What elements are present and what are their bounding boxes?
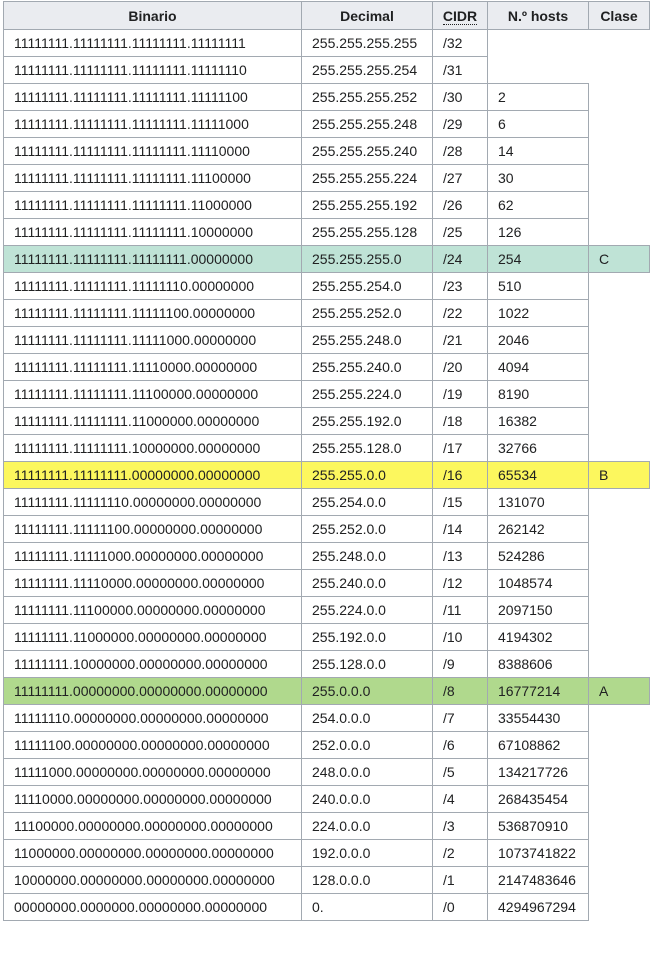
- table-row: [4, 732, 650, 759]
- cell-cidr: /7: [433, 705, 488, 732]
- cell-hosts: 16777214: [488, 678, 589, 705]
- cell-hosts: 126: [488, 219, 589, 246]
- cell-hosts: 1073741822: [488, 840, 589, 867]
- cell-class: [589, 759, 650, 786]
- table-row: [4, 624, 650, 651]
- cell-class: [589, 327, 650, 354]
- cell-hosts: 536870910: [488, 813, 589, 840]
- cell-hosts: 33554430: [488, 705, 589, 732]
- table-row: [4, 840, 650, 867]
- cell-decimal: 248.0.0.0: [302, 759, 433, 786]
- table-row: [4, 651, 650, 678]
- table-row: [4, 759, 650, 786]
- cell-class: [589, 435, 650, 462]
- table-row: [4, 705, 650, 732]
- cell-cidr: /19: [433, 381, 488, 408]
- cell-binary: 11111111.11000000.00000000.00000000: [4, 624, 302, 651]
- cell-hosts: 1048574: [488, 570, 589, 597]
- cell-cidr: /31: [433, 57, 488, 84]
- cell-hosts: 8190: [488, 381, 589, 408]
- cell-binary: 11111111.11111100.00000000.00000000: [4, 516, 302, 543]
- cell-hosts: 4094: [488, 354, 589, 381]
- table-row: [4, 408, 650, 435]
- cell-class: [589, 219, 650, 246]
- cell-binary: 00000000.0000000.00000000.00000000: [4, 894, 302, 921]
- cell-binary: 10000000.00000000.00000000.00000000: [4, 867, 302, 894]
- cell-hosts: 510: [488, 273, 589, 300]
- cell-binary: 11111111.11111111.11111111.11100000: [4, 165, 302, 192]
- cell-decimal: 255.248.0.0: [302, 543, 433, 570]
- cell-class: [589, 705, 650, 732]
- cell-hosts: 134217726: [488, 759, 589, 786]
- table-row: [4, 435, 650, 462]
- cell-decimal: 255.255.224.0: [302, 381, 433, 408]
- cell-binary: 11111111.00000000.00000000.00000000: [4, 678, 302, 705]
- header-cidr-label: CIDR: [442, 7, 478, 24]
- cell-decimal: 192.0.0.0: [302, 840, 433, 867]
- cell-class: [589, 300, 650, 327]
- cell-cidr: /18: [433, 408, 488, 435]
- cell-cidr: /29: [433, 111, 488, 138]
- cell-class: [589, 894, 650, 921]
- cell-cidr: /23: [433, 273, 488, 300]
- cell-hosts: 254: [488, 246, 589, 273]
- cell-hosts: 32766: [488, 435, 589, 462]
- cell-decimal: 255.254.0.0: [302, 489, 433, 516]
- cell-decimal: 240.0.0.0: [302, 786, 433, 813]
- header-hosts[interactable]: [488, 2, 589, 30]
- table-row: [4, 273, 650, 300]
- cell-hosts: 2097150: [488, 597, 589, 624]
- cell-cidr: /9: [433, 651, 488, 678]
- cell-binary: 11111110.00000000.00000000.00000000: [4, 705, 302, 732]
- cell-hosts: [488, 57, 589, 84]
- cell-binary: 11111111.11111111.11111111.11111100: [4, 84, 302, 111]
- cell-cidr: /26: [433, 192, 488, 219]
- header-class[interactable]: Clase: [589, 2, 650, 30]
- cell-class: [589, 840, 650, 867]
- cell-hosts: 8388606: [488, 651, 589, 678]
- cell-hosts: 268435454: [488, 786, 589, 813]
- cell-binary: 11111111.11111111.11111111.10000000: [4, 219, 302, 246]
- cell-binary: 11111111.11111111.11111111.11000000: [4, 192, 302, 219]
- cell-decimal: 252.0.0.0: [302, 732, 433, 759]
- cell-cidr: /4: [433, 786, 488, 813]
- table-row: [4, 516, 650, 543]
- cell-binary: 11111000.00000000.00000000.00000000: [4, 759, 302, 786]
- cell-hosts: 524286: [488, 543, 589, 570]
- cell-cidr: /6: [433, 732, 488, 759]
- cell-class: [589, 489, 650, 516]
- table-row: [4, 138, 650, 165]
- cell-hosts: 30: [488, 165, 589, 192]
- cell-class: [589, 813, 650, 840]
- cell-decimal: 255.252.0.0: [302, 516, 433, 543]
- table-row: [4, 489, 650, 516]
- cell-decimal: 255.128.0.0: [302, 651, 433, 678]
- table-body: [4, 30, 650, 921]
- cell-binary: 11111111.11110000.00000000.00000000: [4, 570, 302, 597]
- table-row: [4, 462, 650, 489]
- cell-class: [589, 543, 650, 570]
- cell-cidr: /17: [433, 435, 488, 462]
- cell-cidr: /3: [433, 813, 488, 840]
- header-cidr[interactable]: [433, 2, 488, 30]
- cell-class: [589, 867, 650, 894]
- cell-decimal: 255.240.0.0: [302, 570, 433, 597]
- cell-decimal: 255.255.255.224: [302, 165, 433, 192]
- cell-decimal: 255.255.254.0: [302, 273, 433, 300]
- cell-class: [589, 516, 650, 543]
- table-row: [4, 57, 650, 84]
- table-row: [4, 111, 650, 138]
- cell-decimal: 255.255.255.240: [302, 138, 433, 165]
- cell-hosts: 2147483646: [488, 867, 589, 894]
- cell-binary: 11111111.11111111.11111111.00000000: [4, 246, 302, 273]
- cell-class: [589, 381, 650, 408]
- cell-binary: 11111111.11111111.11111111.11111111: [4, 30, 302, 57]
- table-row: [4, 30, 650, 57]
- cell-cidr: /16: [433, 462, 488, 489]
- cell-class: [589, 786, 650, 813]
- cell-binary: 11111111.11111111.11111110.00000000: [4, 273, 302, 300]
- table-row: [4, 543, 650, 570]
- cell-cidr: /10: [433, 624, 488, 651]
- cell-decimal: 255.255.192.0: [302, 408, 433, 435]
- table-row: [4, 678, 650, 705]
- table-row: [4, 300, 650, 327]
- cell-hosts: 14: [488, 138, 589, 165]
- cell-hosts: 2: [488, 84, 589, 111]
- cell-decimal: 255.0.0.0: [302, 678, 433, 705]
- table-row: [4, 192, 650, 219]
- cell-class: [589, 111, 650, 138]
- cell-class: [589, 570, 650, 597]
- cell-decimal: 254.0.0.0: [302, 705, 433, 732]
- cell-class: [589, 273, 650, 300]
- cell-hosts: 67108862: [488, 732, 589, 759]
- cell-cidr: /24: [433, 246, 488, 273]
- cell-binary: 11111111.11111110.00000000.00000000: [4, 489, 302, 516]
- table-row: [4, 597, 650, 624]
- cell-hosts: 62: [488, 192, 589, 219]
- cell-cidr: /28: [433, 138, 488, 165]
- table-row: [4, 84, 650, 111]
- cell-decimal: 255.224.0.0: [302, 597, 433, 624]
- cell-cidr: /22: [433, 300, 488, 327]
- cell-class: [589, 138, 650, 165]
- header-decimal[interactable]: Decimal: [302, 2, 433, 30]
- cell-cidr: /15: [433, 489, 488, 516]
- table-row: [4, 381, 650, 408]
- cell-decimal: 255.255.255.248: [302, 111, 433, 138]
- table-row: [4, 354, 650, 381]
- cell-decimal: 128.0.0.0: [302, 867, 433, 894]
- cell-decimal: 255.192.0.0: [302, 624, 433, 651]
- cell-class: B: [589, 462, 650, 489]
- cell-decimal: 255.255.255.0: [302, 246, 433, 273]
- table-row: [4, 219, 650, 246]
- cell-cidr: /12: [433, 570, 488, 597]
- cell-decimal: 255.255.0.0: [302, 462, 433, 489]
- cell-binary: 11111111.11111111.11111111.11111000: [4, 111, 302, 138]
- cell-hosts: 262142: [488, 516, 589, 543]
- cell-class: [589, 165, 650, 192]
- cell-cidr: /25: [433, 219, 488, 246]
- cell-decimal: 255.255.255.255: [302, 30, 433, 57]
- cell-class: [589, 408, 650, 435]
- cell-class: A: [589, 678, 650, 705]
- table-row: [4, 867, 650, 894]
- cell-decimal: 255.255.255.192: [302, 192, 433, 219]
- cell-hosts: 65534: [488, 462, 589, 489]
- table-row: [4, 570, 650, 597]
- cell-binary: 11111111.11111000.00000000.00000000: [4, 543, 302, 570]
- cell-binary: 11110000.00000000.00000000.00000000: [4, 786, 302, 813]
- cell-hosts: [488, 30, 589, 57]
- cell-class: [589, 30, 650, 57]
- cell-decimal: 255.255.128.0: [302, 435, 433, 462]
- cell-binary: 11111111.11111111.11111111.11110000: [4, 138, 302, 165]
- cell-binary: 11111111.11100000.00000000.00000000: [4, 597, 302, 624]
- cell-cidr: /21: [433, 327, 488, 354]
- cell-binary: 11111111.10000000.00000000.00000000: [4, 651, 302, 678]
- cell-cidr: /1: [433, 867, 488, 894]
- cell-cidr: /20: [433, 354, 488, 381]
- table-row: [4, 894, 650, 921]
- cell-binary: 11111111.11111111.11000000.00000000: [4, 408, 302, 435]
- cell-class: [589, 597, 650, 624]
- cell-class: [589, 354, 650, 381]
- cell-decimal: 255.255.255.254: [302, 57, 433, 84]
- cell-hosts: 16382: [488, 408, 589, 435]
- cell-class: [589, 192, 650, 219]
- cell-cidr: /14: [433, 516, 488, 543]
- table-row: [4, 327, 650, 354]
- cell-class: [589, 57, 650, 84]
- table-row: [4, 786, 650, 813]
- cell-hosts: 131070: [488, 489, 589, 516]
- table-row: [4, 246, 650, 273]
- cell-cidr: /5: [433, 759, 488, 786]
- cell-cidr: /30: [433, 84, 488, 111]
- cell-cidr: /13: [433, 543, 488, 570]
- cell-binary: 11111100.00000000.00000000.00000000: [4, 732, 302, 759]
- cell-binary: 11111111.11111111.10000000.00000000: [4, 435, 302, 462]
- cell-hosts: 6: [488, 111, 589, 138]
- cell-decimal: 255.255.255.128: [302, 219, 433, 246]
- cell-cidr: /0: [433, 894, 488, 921]
- table-row: [4, 165, 650, 192]
- table-row: [4, 813, 650, 840]
- cell-class: [589, 624, 650, 651]
- cell-binary: 11111111.11111111.00000000.00000000: [4, 462, 302, 489]
- cell-cidr: /32: [433, 30, 488, 57]
- cell-hosts: 2046: [488, 327, 589, 354]
- cell-cidr: /2: [433, 840, 488, 867]
- cell-cidr: /27: [433, 165, 488, 192]
- cell-binary: 11111111.11111111.11111111.11111110: [4, 57, 302, 84]
- cell-binary: 11000000.00000000.00000000.00000000: [4, 840, 302, 867]
- cell-decimal: 255.255.248.0: [302, 327, 433, 354]
- cell-hosts: 4294967294: [488, 894, 589, 921]
- cell-decimal: 0.: [302, 894, 433, 921]
- header-row: [4, 2, 650, 30]
- cell-binary: 11111111.11111111.11111000.00000000: [4, 327, 302, 354]
- cell-hosts: 4194302: [488, 624, 589, 651]
- cell-class: [589, 651, 650, 678]
- header-binary[interactable]: Binario: [4, 2, 302, 30]
- cell-binary: 11111111.11111111.11111100.00000000: [4, 300, 302, 327]
- cell-binary: 11111111.11111111.11100000.00000000: [4, 381, 302, 408]
- cell-decimal: 255.255.240.0: [302, 354, 433, 381]
- cell-class: [589, 84, 650, 111]
- subnet-mask-table: [3, 1, 650, 921]
- header-hosts-label: N.º hosts: [507, 7, 569, 24]
- cell-class: [589, 732, 650, 759]
- cell-class: C: [589, 246, 650, 273]
- cell-cidr: /8: [433, 678, 488, 705]
- cell-decimal: 255.255.252.0: [302, 300, 433, 327]
- cell-decimal: 224.0.0.0: [302, 813, 433, 840]
- cell-decimal: 255.255.255.252: [302, 84, 433, 111]
- cell-cidr: /11: [433, 597, 488, 624]
- cell-binary: 11100000.00000000.00000000.00000000: [4, 813, 302, 840]
- cell-hosts: 1022: [488, 300, 589, 327]
- cell-binary: 11111111.11111111.11110000.00000000: [4, 354, 302, 381]
